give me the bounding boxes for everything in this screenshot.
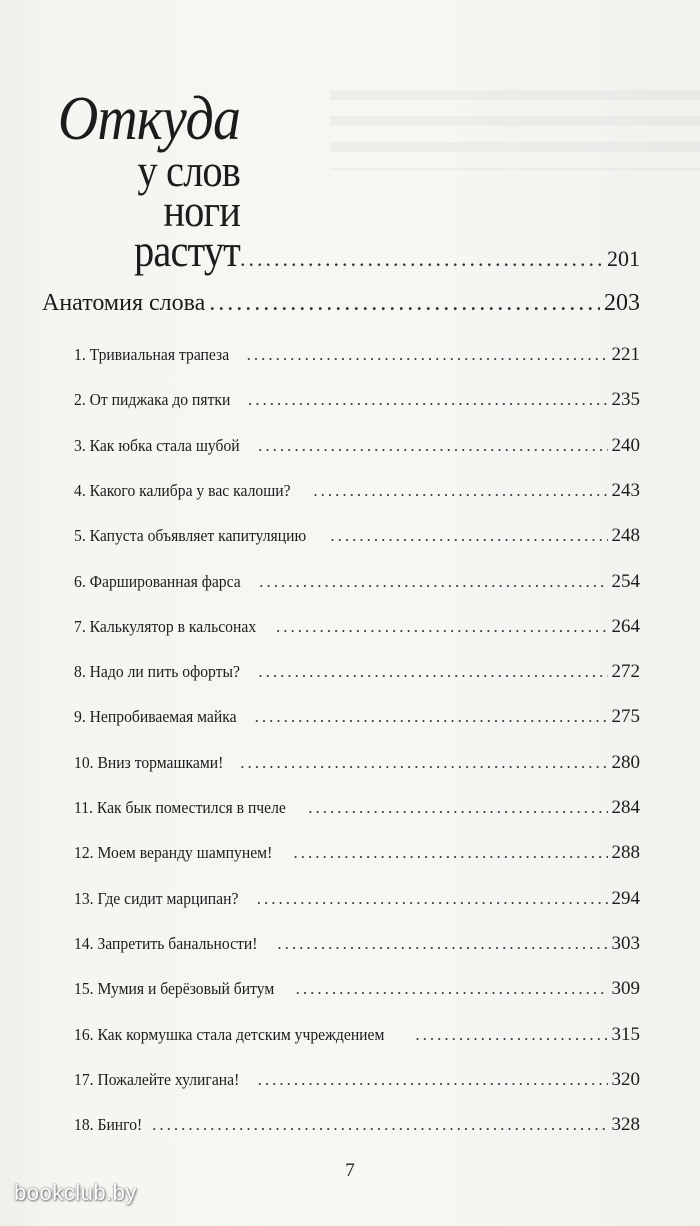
toc-chapter-entry[interactable]	[74, 525, 640, 547]
toc-chapter-label: 1. Тривиальная трапеза	[74, 345, 230, 364]
watermark: bookclub.by	[14, 1180, 137, 1205]
toc-page-number: 288	[611, 842, 640, 864]
title-line-4: растут	[134, 225, 240, 276]
title-line-2: у слов	[137, 145, 240, 196]
toc-page-number: 235	[611, 389, 640, 411]
toc-chapter-entry[interactable]	[74, 888, 640, 910]
toc-chapter-entry[interactable]	[74, 435, 640, 457]
leader-dots	[240, 753, 607, 773]
title-line-1: Откуда	[57, 85, 240, 153]
leader-dots	[277, 934, 607, 954]
toc-page-number: 240	[611, 434, 640, 456]
toc-chapter-entry[interactable]	[74, 842, 640, 864]
toc-chapter-label: 11. Как бык поместился в пчеле	[74, 798, 286, 817]
toc-chapter-entry[interactable]	[74, 1069, 640, 1091]
toc-chapter-label: 18. Бинго!	[74, 1115, 143, 1135]
leader-dots	[259, 572, 607, 592]
toc-chapter-label: 6. Фаршированная фарса	[74, 571, 241, 591]
toc-page-number: 280	[611, 751, 640, 773]
toc-chapter-entry[interactable]	[74, 344, 640, 366]
leader-dots	[294, 843, 608, 863]
toc-chapter-entry[interactable]	[74, 616, 640, 638]
toc-page-number: 303	[611, 932, 640, 954]
toc-page-number: 294	[611, 887, 640, 909]
toc-page-number: 320	[611, 1068, 640, 1090]
toc-chapter-label: 3. Как юбка стала шубой	[74, 435, 240, 455]
leader-dots	[240, 246, 603, 272]
toc-page-number: 248	[611, 525, 640, 547]
show-through-texture	[330, 90, 700, 170]
toc-page-number: 328	[611, 1114, 640, 1136]
toc-chapter-entry[interactable]	[74, 661, 640, 683]
toc-chapter-label: 15. Мумия и берёзовый битум	[74, 979, 275, 999]
toc-chapter-label: 12. Моем веранду шампунем!	[74, 843, 273, 863]
leader-dots	[247, 345, 608, 365]
toc-page-number: 315	[611, 1023, 640, 1045]
toc-page-number: 203	[604, 290, 640, 316]
toc-chapter-label: 13. Где сидит марципан?	[74, 888, 239, 908]
toc-chapter-entry[interactable]	[74, 706, 640, 728]
toc-chapter-label: 2. От пиджака до пятки	[74, 390, 231, 410]
toc-chapter-entry[interactable]	[74, 389, 640, 411]
toc-chapter-label: 8. Надо ли пить офорты?	[74, 662, 240, 682]
toc-page-number: 264	[611, 615, 640, 637]
toc-chapter-entry[interactable]	[74, 797, 640, 819]
leader-dots	[276, 617, 608, 637]
toc-chapter-label: 4. Какого калибра у вас калоши?	[74, 480, 291, 500]
toc-entry-part[interactable]	[42, 290, 640, 317]
toc-chapter-label: 16. Как кормушка стала детским учреждением	[74, 1024, 385, 1044]
toc-chapter-entry[interactable]	[74, 978, 640, 1000]
leader-dots	[330, 526, 607, 546]
toc-chapter-label: 5. Капуста объявляет капитуляцию	[74, 526, 307, 546]
toc-chapter-entry[interactable]	[74, 571, 640, 593]
leader-dots	[255, 707, 608, 727]
toc-part-label: Анатомия слова	[42, 290, 206, 316]
leader-dots	[258, 436, 607, 456]
toc-chapter-entry[interactable]	[74, 480, 640, 502]
leader-dots	[258, 662, 607, 682]
toc-page-number: 272	[611, 661, 640, 683]
title-line-3: ноги	[163, 185, 240, 236]
toc-chapter-entry[interactable]	[74, 1114, 640, 1136]
book-title	[40, 85, 240, 276]
leader-dots	[248, 390, 608, 410]
leader-dots	[257, 889, 608, 909]
toc-chapter-label: 17. Пожалейте хулигана!	[74, 1069, 240, 1089]
leader-dots	[258, 1070, 608, 1090]
toc-page-number: 243	[611, 479, 640, 501]
toc-chapter-label: 7. Калькулятор в кальсонах	[74, 616, 257, 636]
toc-chapter-label: 14. Запретить банальности!	[74, 933, 258, 953]
toc-page-number: 221	[611, 344, 640, 365]
toc-page-number: 275	[611, 706, 640, 728]
toc-entry-title[interactable]	[236, 246, 640, 272]
leader-dots	[152, 1115, 607, 1135]
leader-dots	[313, 481, 607, 501]
leader-dots	[308, 798, 607, 818]
page-number: 7	[345, 1160, 355, 1181]
toc-chapter-entry[interactable]	[74, 933, 640, 955]
leader-dots	[296, 979, 608, 999]
toc-page-number: 254	[611, 570, 640, 592]
toc-chapter-label: 9. Непробиваемая майка	[74, 707, 237, 727]
toc-page-number: 201	[607, 246, 640, 271]
toc-chapter-entry[interactable]	[74, 752, 640, 774]
leader-dots	[209, 290, 600, 317]
toc-page-number: 309	[611, 978, 640, 1000]
toc-page-number: 284	[611, 797, 640, 818]
leader-dots	[415, 1025, 607, 1045]
toc-chapter-entry[interactable]	[74, 1024, 640, 1046]
toc-chapter-label: 10. Вниз тормашками!	[74, 752, 224, 772]
